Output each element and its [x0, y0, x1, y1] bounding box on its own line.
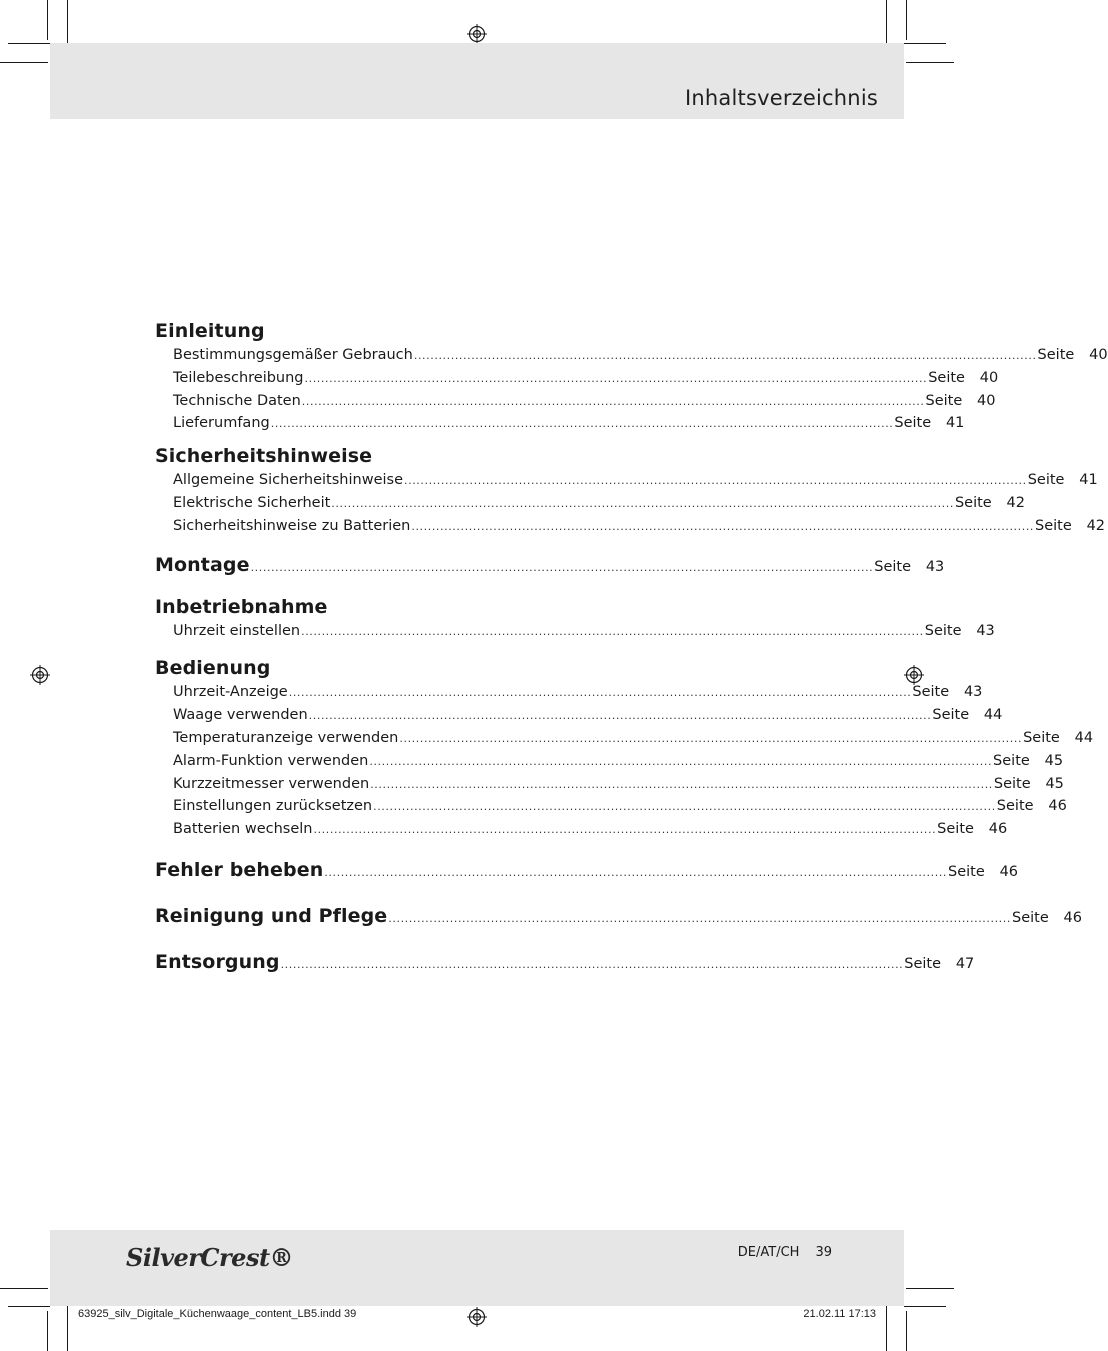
toc-section-einleitung	[155, 318, 1108, 435]
page-number: 46	[1048, 798, 1067, 815]
toc-section-bedienung	[155, 655, 1094, 841]
page-number: 42	[1086, 517, 1106, 534]
silvercrest-logo: SilverCrest®	[126, 1243, 294, 1272]
toc-entry[interactable]	[155, 469, 1098, 492]
toc-section-sicherheitshinweise	[155, 443, 1106, 537]
registration-mark-icon	[467, 1307, 487, 1327]
page-number: 46	[988, 821, 1008, 838]
toc-entry-label: Lieferumfang	[173, 415, 270, 432]
seite-label: Seite	[1037, 347, 1075, 363]
crop-mark	[906, 0, 907, 40]
seite-label: Seite	[925, 392, 963, 409]
registration-mark-icon	[467, 24, 487, 44]
seite-label: Seite	[904, 955, 942, 972]
page-number: 44	[983, 707, 1003, 724]
leader-dots: ........................................................................................................................................................	[413, 349, 1037, 362]
seite-label: Seite	[928, 369, 965, 386]
toc-section-fehler-beheben[interactable]	[155, 857, 1019, 883]
seite-label: Seite	[937, 821, 974, 838]
footer-locale	[738, 1245, 832, 1260]
leader-dots: ........................................................................................................................................................	[404, 474, 1027, 488]
crop-mark	[906, 1311, 907, 1351]
page-number: 40	[979, 369, 999, 386]
footer-lang-code: DE/AT/CH	[737, 1245, 800, 1260]
toc-section-title: Sicherheitshinweise	[155, 445, 373, 468]
leader-dots: ........................................................................................................................................................	[313, 823, 937, 837]
toc-entry[interactable]	[155, 818, 1008, 841]
page-number: 42	[1006, 494, 1025, 511]
leader-dots: ........................................................................................................................................................	[388, 911, 1011, 925]
toc-entry-label: Teilebeschreibung	[173, 369, 304, 386]
toc-entry-label: Elektrische Sicherheit	[173, 494, 331, 511]
toc-entry[interactable]	[155, 390, 996, 413]
leader-dots: ........................................................................................................................................................	[250, 560, 874, 574]
page-number: 45	[1045, 775, 1064, 792]
toc-entry-label: Alarm-Funktion verwenden	[173, 752, 369, 769]
seite-label: Seite	[1011, 909, 1049, 926]
toc-entry[interactable]	[155, 681, 983, 704]
crop-mark	[8, 43, 50, 44]
toc-entry-label: Uhrzeit einstellen	[173, 622, 301, 639]
toc-entry-label: Batterien wechseln	[173, 821, 313, 838]
toc-entry[interactable]	[155, 367, 999, 390]
seite-label: Seite	[993, 775, 1031, 792]
seite-label: Seite	[1035, 517, 1072, 534]
toc-entry-label: Technische Daten	[173, 392, 301, 409]
seite-label: Seite	[874, 558, 912, 575]
leader-dots: ........................................................................................................................................................	[370, 777, 993, 791]
crop-mark	[0, 62, 48, 63]
toc-entry-label: Einstellungen zurücksetzen	[173, 798, 373, 815]
seite-label: Seite	[948, 863, 985, 880]
leader-dots: ........................................................................................................................................................	[369, 754, 993, 768]
crop-mark	[67, 1306, 68, 1351]
crop-mark	[886, 0, 887, 48]
crop-mark	[904, 43, 946, 44]
toc-entry-label: Temperaturanzeige verwenden	[173, 729, 399, 746]
page-number: 43	[963, 684, 983, 701]
page-number: 43	[976, 622, 995, 639]
leader-dots: ........................................................................................................................................................	[280, 957, 904, 971]
leader-dots: ........................................................................................................................................................	[304, 371, 928, 385]
toc-section-title: Inbetriebnahme	[155, 595, 328, 618]
leader-dots: ........................................................................................................................................................	[399, 731, 1023, 745]
slug-date: 21.02.11 17:13	[803, 1308, 876, 1320]
seite-label: Seite	[996, 798, 1034, 815]
crop-mark	[8, 1306, 50, 1307]
footer-page-number: 39	[815, 1245, 832, 1260]
toc-section-reinigung-und-pflege[interactable]	[155, 903, 1082, 929]
registration-mark-icon	[30, 665, 50, 685]
seite-label: Seite	[912, 684, 950, 701]
crop-mark	[67, 0, 68, 48]
crop-mark	[47, 1311, 48, 1351]
leader-dots: ........................................................................................................................................................	[301, 394, 925, 408]
toc-section-title: Reinigung und Pflege	[155, 904, 388, 927]
leader-dots: ........................................................................................................................................................	[324, 865, 948, 879]
toc-section-title: Montage	[155, 553, 250, 576]
seite-label: Seite	[1023, 729, 1060, 746]
crop-mark	[47, 0, 48, 40]
toc-entry-label: Waage verwenden	[173, 707, 308, 724]
page-number: 40	[1089, 347, 1108, 363]
seite-label: Seite	[993, 752, 1030, 769]
toc-entry[interactable]	[155, 344, 1108, 367]
page-number: 40	[977, 392, 996, 409]
leader-dots: ........................................................................................................................................................	[411, 519, 1035, 533]
crop-mark	[904, 1306, 946, 1307]
toc-entry[interactable]	[155, 704, 1003, 727]
crop-mark	[886, 1306, 887, 1351]
page-number: 41	[1079, 472, 1098, 489]
toc-section-inbetriebnahme	[155, 594, 995, 643]
page-number: 46	[1063, 909, 1082, 926]
toc-entry-label: Allgemeine Sicherheitshinweise	[173, 472, 403, 489]
toc-section-entsorgung[interactable]	[155, 949, 975, 975]
toc-section-title: Entsorgung	[155, 950, 280, 973]
toc-entry[interactable]	[155, 750, 1064, 773]
table-of-contents	[155, 318, 1108, 975]
page-title: Inhaltsverzeichnis	[685, 86, 878, 110]
leader-dots: ........................................................................................................................................................	[288, 686, 912, 700]
toc-entry-label: Uhrzeit-Anzeige	[173, 684, 288, 701]
crop-mark	[906, 62, 954, 63]
leader-dots: ........................................................................................................................................................	[331, 496, 954, 510]
page-number: 44	[1074, 729, 1094, 746]
toc-entry[interactable]	[155, 412, 965, 435]
leader-dots: ........................................................................................................................................................	[373, 800, 996, 814]
page-number: 41	[945, 415, 965, 432]
toc-entry[interactable]	[155, 515, 1106, 538]
leader-dots: ........................................................................................................................................................	[308, 709, 932, 723]
toc-entry-label: Bestimmungsgemäßer Gebrauch	[173, 347, 413, 363]
page-number: 45	[1044, 752, 1064, 769]
leader-dots: ........................................................................................................................................................	[301, 624, 924, 638]
crop-mark	[906, 1288, 954, 1289]
slug-filename: 63925_silv_Digitale_Küchenwaage_content_LB5.indd 39	[78, 1308, 357, 1320]
seite-label: Seite	[954, 494, 992, 511]
toc-entry-label: Kurzzeitmesser verwenden	[173, 775, 370, 792]
toc-entry[interactable]	[155, 620, 995, 643]
toc-entry[interactable]	[155, 727, 1094, 750]
seite-label: Seite	[894, 415, 932, 432]
toc-entry-label: Sicherheitshinweise zu Batterien	[173, 517, 411, 534]
toc-entry[interactable]	[155, 773, 1064, 796]
toc-section-montage[interactable]	[155, 552, 945, 578]
toc-section-title: Fehler beheben	[155, 858, 324, 881]
toc-entry[interactable]	[155, 795, 1067, 818]
seite-label: Seite	[924, 622, 962, 639]
page-number: 47	[955, 955, 975, 972]
crop-mark	[0, 1288, 48, 1289]
toc-section-title: Einleitung	[155, 320, 265, 342]
toc-entry[interactable]	[155, 492, 1025, 515]
toc-section-title: Bedienung	[155, 657, 271, 680]
leader-dots: ........................................................................................................................................................	[270, 417, 894, 431]
page-number: 43	[925, 558, 945, 575]
page-number: 46	[999, 863, 1019, 880]
seite-label: Seite	[932, 707, 970, 724]
seite-label: Seite	[1027, 472, 1065, 489]
